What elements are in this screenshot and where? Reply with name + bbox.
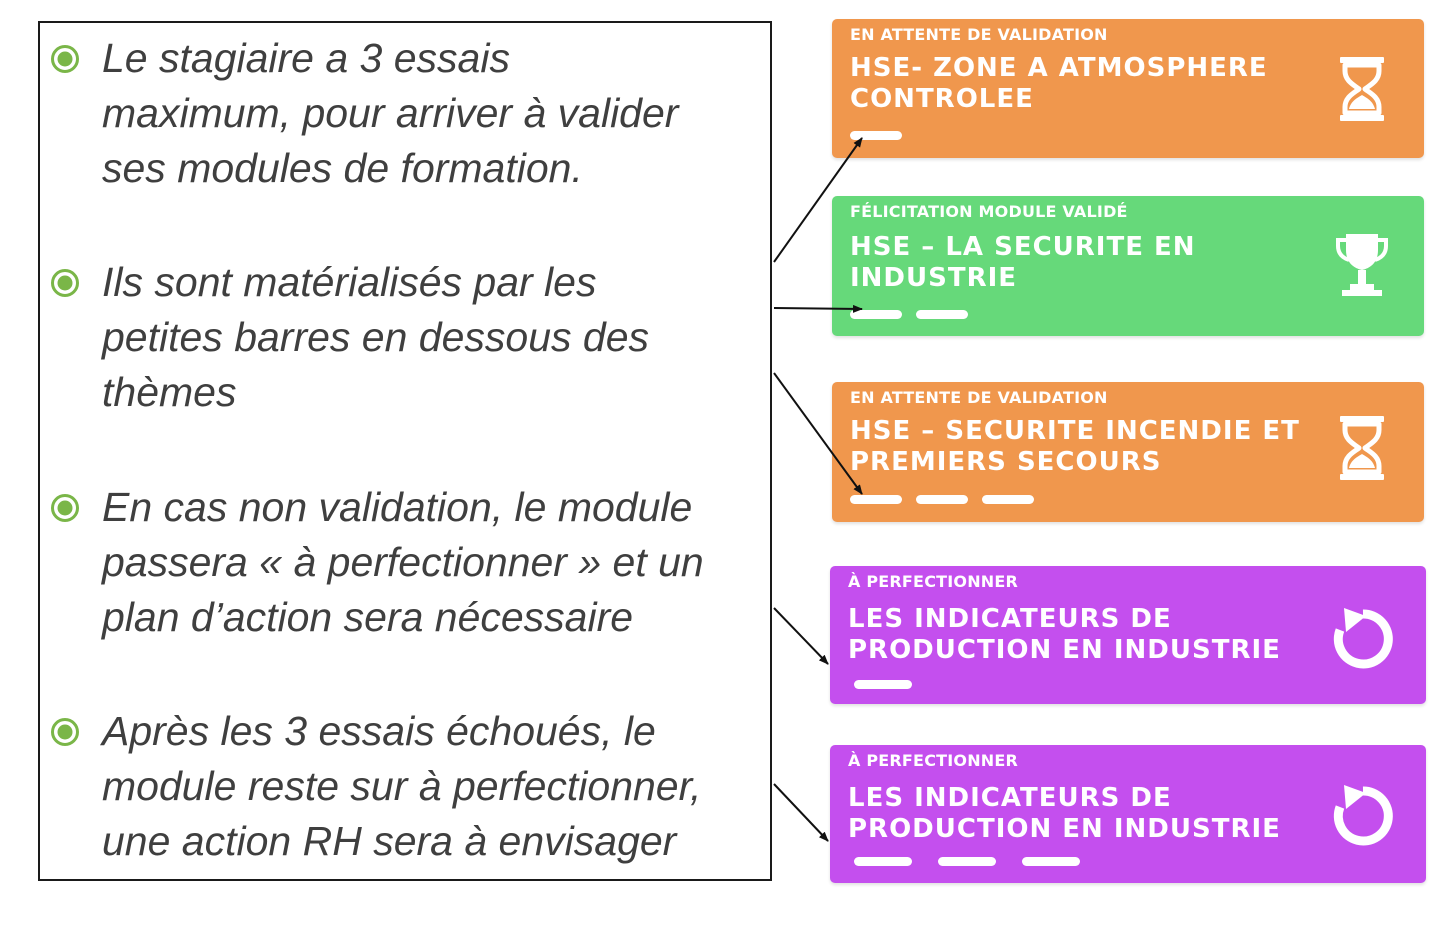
card-status-label: À PERFECTIONNER (848, 572, 1019, 591)
card-title-line: LES INDICATEURS DE (848, 604, 1172, 634)
card-title-line: PRODUCTION EN INDUSTRIE (848, 814, 1281, 844)
bullet-line: Le stagiaire a 3 essais (102, 35, 510, 81)
arrow-to-card-5 (774, 784, 828, 841)
bullet-line: En cas non validation, le module (102, 484, 693, 530)
bullet-line: Ils sont matérialisés par les (102, 259, 597, 305)
bullet-line: une action RH sera à envisager (102, 818, 677, 864)
bullet-line: passera « à perfectionner » et un (102, 539, 704, 585)
card-title-line: INDUSTRIE (850, 263, 1018, 293)
card-title-line: HSE – LA SECURITE EN (850, 232, 1196, 262)
card-title-line: LES INDICATEURS DE (848, 783, 1172, 813)
card-title-line: PRODUCTION EN INDUSTRIE (848, 635, 1281, 665)
arrow-to-card-1 (774, 138, 862, 262)
card-status-label: EN ATTENTE DE VALIDATION (850, 388, 1108, 407)
card-title-line: HSE- ZONE A ATMOSPHERE (850, 53, 1268, 83)
card-title-line: PREMIERS SECOURS (850, 447, 1162, 477)
bullet-line: maximum, pour arriver à valider (102, 90, 679, 136)
arrow-to-card-2 (774, 308, 862, 309)
card-title-line: HSE – SECURITE INCENDIE ET (850, 416, 1300, 446)
bullet-line: module reste sur à perfectionner, (102, 763, 702, 809)
card-status-label: À PERFECTIONNER (848, 751, 1019, 770)
bullet-line: thèmes (102, 369, 237, 415)
bullet-line: Après les 3 essais échoués, le (102, 708, 656, 754)
card-title-line: CONTROLEE (850, 84, 1034, 114)
bullet-line: plan d’action sera nécessaire (102, 594, 634, 640)
card-status-label: EN ATTENTE DE VALIDATION (850, 25, 1108, 44)
arrow-to-card-4 (774, 608, 828, 664)
card-status-label: FÉLICITATION MODULE VALIDÉ (850, 202, 1128, 221)
arrow-to-card-3 (774, 373, 862, 494)
bullet-line: petites barres en dessous des (102, 314, 649, 360)
bullet-line: ses modules de formation. (102, 145, 583, 191)
